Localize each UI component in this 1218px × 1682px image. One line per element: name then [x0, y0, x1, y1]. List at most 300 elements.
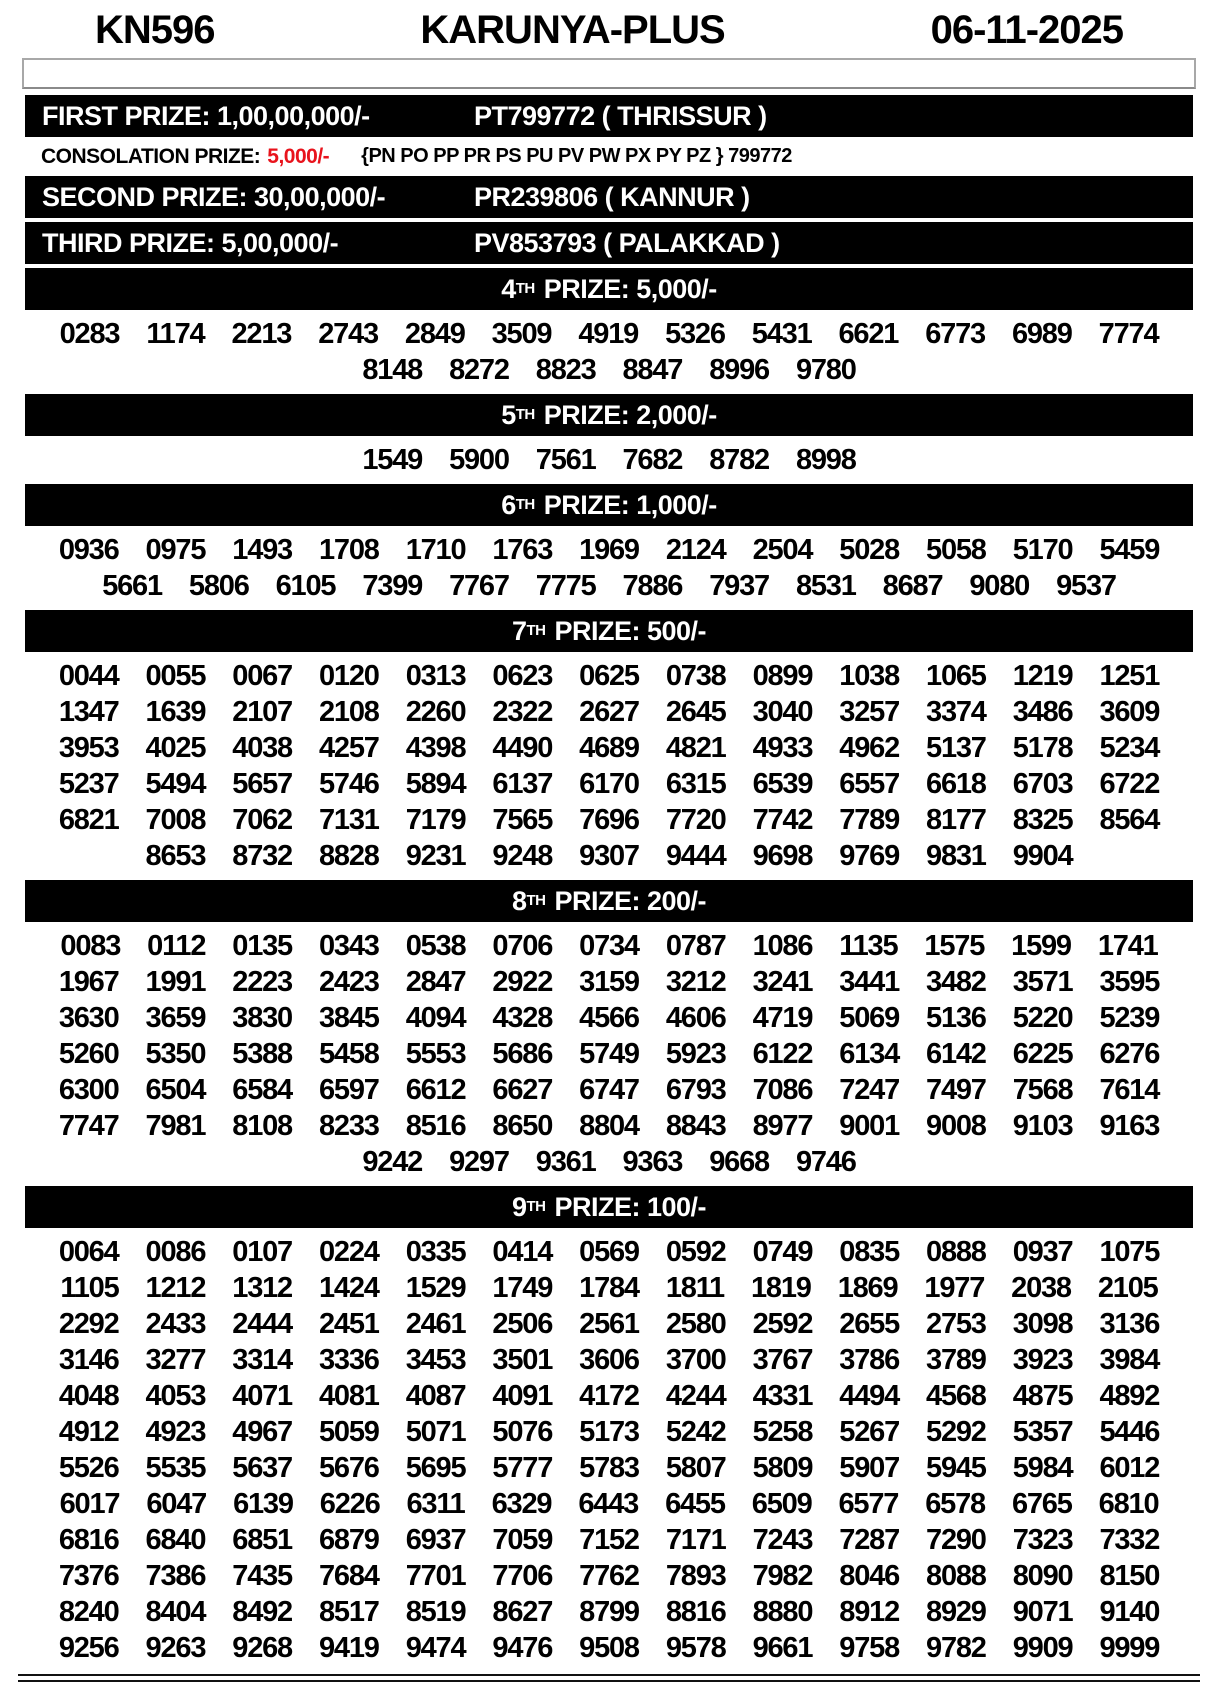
winning-number: 1549 — [362, 444, 423, 476]
winning-number: 9909 — [1012, 1632, 1073, 1664]
winning-number: 6443 — [578, 1488, 639, 1520]
winning-number: 5267 — [839, 1416, 900, 1448]
winning-number: 4094 — [405, 1002, 466, 1034]
winning-number: 0899 — [752, 660, 813, 692]
winning-number: 3314 — [232, 1344, 292, 1376]
winning-number: 5242 — [665, 1416, 726, 1448]
winning-number: 5350 — [145, 1038, 206, 1070]
winning-number: 8272 — [449, 354, 509, 386]
winning-number: 8046 — [839, 1560, 900, 1592]
consolation-row — [25, 141, 1193, 172]
winning-number: 4071 — [232, 1380, 292, 1412]
winning-number: 0083 — [60, 930, 121, 962]
winning-number: 5806 — [188, 570, 249, 602]
winning-number: 9508 — [579, 1632, 639, 1664]
winning-number: 1869 — [837, 1272, 898, 1304]
winning-number: 4875 — [1012, 1380, 1073, 1412]
winning-number: 0975 — [145, 534, 206, 566]
winning-number: 4172 — [579, 1380, 639, 1412]
winning-number-row — [20, 1234, 1198, 1270]
winning-number: 6612 — [405, 1074, 466, 1106]
winning-number: 4257 — [318, 732, 379, 764]
winning-number: 6810 — [1098, 1488, 1159, 1520]
winning-number: 2504 — [752, 534, 813, 566]
winning-number: 6455 — [665, 1488, 725, 1520]
winning-number-row — [20, 1342, 1198, 1378]
winning-number: 3700 — [665, 1344, 726, 1376]
winning-number: 0937 — [1012, 1236, 1073, 1268]
winning-number: 3486 — [1012, 696, 1073, 728]
winning-number: 2506 — [492, 1308, 553, 1340]
winning-number: 1493 — [232, 534, 292, 566]
winning-number: 6017 — [59, 1488, 120, 1520]
winning-number: 0414 — [492, 1236, 553, 1268]
winning-number: 3571 — [1012, 966, 1073, 998]
winning-number: 5173 — [579, 1416, 639, 1448]
winning-number: 5059 — [318, 1416, 379, 1448]
winning-number: 0224 — [318, 1236, 379, 1268]
winning-number: 8687 — [882, 570, 943, 602]
winning-number: 9668 — [709, 1146, 769, 1178]
prize-amount-label: PRIZE: 1,000/- — [543, 489, 717, 520]
winning-number: 2124 — [665, 534, 726, 566]
winning-number: 9361 — [535, 1146, 596, 1178]
winning-number: 3789 — [926, 1344, 986, 1376]
winning-number: 4919 — [578, 318, 639, 350]
winning-number: 7614 — [1099, 1074, 1160, 1106]
winning-number: 9242 — [362, 1146, 423, 1178]
prize-section-banner: 6 TH PRIZE: 1,000/- — [25, 484, 1193, 526]
winning-number-row — [20, 730, 1198, 766]
winning-number: 8516 — [405, 1110, 466, 1142]
winning-number: 7706 — [492, 1560, 553, 1592]
winning-number: 7767 — [449, 570, 509, 602]
winning-number-row — [20, 1000, 1198, 1036]
winning-number-row — [20, 1630, 1198, 1666]
winning-number: 8816 — [665, 1596, 726, 1628]
winning-number: 5260 — [58, 1038, 119, 1070]
prize-amount-label: PRIZE: 500/- — [554, 615, 707, 646]
winning-number: 0067 — [232, 660, 292, 692]
winning-number: 2627 — [579, 696, 639, 728]
winning-number: 1135 — [839, 930, 898, 962]
winning-number-row — [20, 316, 1198, 352]
winning-number: 5809 — [752, 1452, 813, 1484]
winning-number: 8653 — [145, 840, 206, 872]
winning-number: 6122 — [752, 1038, 813, 1070]
winning-number: 6989 — [1011, 318, 1072, 350]
second-prize-winner: PR239806 ( KANNUR ) — [474, 181, 750, 212]
winning-number: 7568 — [1012, 1074, 1073, 1106]
winning-number: 5686 — [492, 1038, 553, 1070]
winning-number: 4038 — [232, 732, 292, 764]
winning-number: 5900 — [449, 444, 509, 476]
winning-number: 7747 — [58, 1110, 119, 1142]
winning-number: 6621 — [838, 318, 899, 350]
winning-number: 5136 — [926, 1002, 986, 1034]
winning-number: 8823 — [535, 354, 596, 386]
prize-ordinal: 5 — [501, 399, 516, 430]
winning-number: 4689 — [579, 732, 639, 764]
prize-section — [0, 1186, 1218, 1668]
winning-number: 7243 — [752, 1524, 813, 1556]
winning-number: 7565 — [492, 804, 553, 836]
winning-number: 2561 — [579, 1308, 639, 1340]
winning-number: 0313 — [405, 660, 466, 692]
winning-number: 6722 — [1099, 768, 1160, 800]
prize-section-banner: 8 TH PRIZE: 200/- — [25, 880, 1193, 922]
consolation-series: {PN PO PP PR PS PU PV PW PX PY PZ } 799772 — [361, 145, 792, 167]
second-prize-banner — [25, 176, 1193, 218]
winning-number: 5807 — [665, 1452, 726, 1484]
winning-number: 5783 — [579, 1452, 639, 1484]
winning-numbers — [0, 530, 1218, 606]
winning-number: 8843 — [665, 1110, 726, 1142]
winning-number: 7886 — [622, 570, 683, 602]
winning-number: 4494 — [839, 1380, 900, 1412]
winning-number: 7762 — [579, 1560, 639, 1592]
winning-number: 5258 — [752, 1416, 813, 1448]
winning-number: 6773 — [925, 318, 985, 350]
winning-number: 6765 — [1011, 1488, 1072, 1520]
winning-number: 5028 — [839, 534, 900, 566]
winning-number: 4328 — [492, 1002, 553, 1034]
prize-section — [0, 880, 1218, 1182]
winning-number-row — [20, 1522, 1198, 1558]
winning-number: 2922 — [492, 966, 553, 998]
winning-number: 7684 — [318, 1560, 379, 1592]
winning-number: 4081 — [318, 1380, 379, 1412]
prize-ordinal: 8 — [511, 885, 527, 916]
winning-number: 7171 — [665, 1524, 726, 1556]
winning-number: 8325 — [1012, 804, 1073, 836]
winning-number: 7008 — [145, 804, 206, 836]
winning-number: 5676 — [318, 1452, 379, 1484]
winning-number: 0592 — [665, 1236, 726, 1268]
winning-number: 5695 — [405, 1452, 466, 1484]
winning-numbers — [0, 656, 1218, 876]
bottom-divider — [18, 1674, 1200, 1682]
winning-number: 5058 — [926, 534, 986, 566]
winning-number: 3212 — [665, 966, 726, 998]
winning-number: 1424 — [318, 1272, 379, 1304]
winning-number: 0343 — [318, 930, 379, 962]
winning-number: 9363 — [622, 1146, 683, 1178]
winning-number: 9780 — [795, 354, 856, 386]
winning-number: 5907 — [839, 1452, 900, 1484]
winning-number: 8240 — [58, 1596, 119, 1628]
winning-number: 5945 — [926, 1452, 986, 1484]
winning-number: 1991 — [145, 966, 206, 998]
winning-number: 9698 — [752, 840, 813, 872]
winning-number: 7720 — [665, 804, 726, 836]
winning-number: 9307 — [579, 840, 639, 872]
winning-number-row — [20, 1414, 1198, 1450]
winning-number: 1105 — [60, 1272, 119, 1304]
winning-number: 1639 — [145, 696, 206, 728]
winning-number: 7774 — [1098, 318, 1159, 350]
winning-number-row — [20, 802, 1198, 838]
winning-number: 2849 — [404, 318, 465, 350]
winning-number: 5071 — [405, 1416, 466, 1448]
winning-number: 0749 — [752, 1236, 813, 1268]
winning-number: 9103 — [1012, 1110, 1073, 1142]
winning-number: 4821 — [665, 732, 726, 764]
winning-number: 5170 — [1012, 534, 1073, 566]
winning-number: 1819 — [750, 1272, 811, 1304]
prize-section — [0, 268, 1218, 390]
winning-number-row — [20, 442, 1198, 478]
winning-number: 2292 — [58, 1308, 119, 1340]
winning-number: 5292 — [926, 1416, 986, 1448]
winning-number: 5239 — [1099, 1002, 1160, 1034]
winning-number: 4566 — [579, 1002, 639, 1034]
winning-number: 2444 — [232, 1308, 292, 1340]
winning-number: 3659 — [145, 1002, 206, 1034]
winning-number: 6311 — [406, 1488, 465, 1520]
winning-number: 9474 — [405, 1632, 466, 1664]
winning-number: 7179 — [405, 804, 466, 836]
winning-number: 6816 — [58, 1524, 119, 1556]
winning-number: 6276 — [1099, 1038, 1160, 1070]
winning-number-row — [20, 568, 1198, 604]
winning-number: 3136 — [1099, 1308, 1160, 1340]
winning-number: 7152 — [579, 1524, 639, 1556]
winning-number: 3609 — [1099, 696, 1160, 728]
winning-number: 3257 — [839, 696, 900, 728]
winning-number: 3830 — [232, 1002, 292, 1034]
winning-number: 6851 — [232, 1524, 292, 1556]
winning-number: 0936 — [58, 534, 119, 566]
winning-number: 2260 — [405, 696, 466, 728]
winning-number: 6225 — [1012, 1038, 1073, 1070]
winning-number: 6747 — [579, 1074, 639, 1106]
winning-number: 0107 — [232, 1236, 292, 1268]
winning-number: 8492 — [232, 1596, 292, 1628]
second-prize-label: SECOND PRIZE: 30,00,000/- — [42, 181, 386, 212]
winning-number: 3159 — [579, 966, 639, 998]
winning-number: 5076 — [492, 1416, 553, 1448]
winning-number: 5777 — [492, 1452, 553, 1484]
winning-number: 8519 — [405, 1596, 466, 1628]
first-prize-winner: PT799772 ( THRISSUR ) — [474, 100, 767, 131]
winning-number: 7742 — [752, 804, 813, 836]
winning-number-row — [20, 352, 1198, 388]
winning-number: 6137 — [492, 768, 553, 800]
winning-number: 6557 — [839, 768, 900, 800]
winning-number: 7775 — [535, 570, 596, 602]
winning-number: 8996 — [709, 354, 769, 386]
winning-number: 3374 — [926, 696, 986, 728]
winning-number: 1710 — [405, 534, 466, 566]
winning-number: 1312 — [232, 1272, 292, 1304]
winning-number: 8998 — [795, 444, 856, 476]
winning-number: 6226 — [319, 1488, 380, 1520]
winning-number: 1977 — [924, 1272, 985, 1304]
winning-number: 8828 — [318, 840, 379, 872]
prize-sections — [0, 268, 1218, 1668]
winning-number: 1575 — [924, 930, 985, 962]
winning-number: 0044 — [58, 660, 119, 692]
winning-number: 7287 — [839, 1524, 900, 1556]
winning-number: 4048 — [58, 1380, 119, 1412]
winning-number: 2107 — [232, 696, 292, 728]
winning-number: 6300 — [58, 1074, 119, 1106]
winning-number: 7062 — [232, 804, 292, 836]
winning-number: 0538 — [405, 930, 466, 962]
winning-number: 6139 — [233, 1488, 293, 1520]
winning-number: 5069 — [839, 1002, 900, 1034]
winning-number: 6329 — [491, 1488, 552, 1520]
winning-number: 7323 — [1012, 1524, 1073, 1556]
winning-number: 4087 — [405, 1380, 466, 1412]
winning-number: 0569 — [579, 1236, 639, 1268]
winning-number: 6504 — [145, 1074, 206, 1106]
winning-number: 0625 — [579, 660, 639, 692]
winning-number: 7982 — [752, 1560, 813, 1592]
winning-number: 3606 — [579, 1344, 639, 1376]
winning-number: 2847 — [405, 966, 466, 998]
winning-number: 6597 — [318, 1074, 379, 1106]
winning-number: 0888 — [926, 1236, 986, 1268]
winning-number: 5984 — [1012, 1452, 1073, 1484]
winning-number: 7059 — [492, 1524, 553, 1556]
prize-amount-label: PRIZE: 100/- — [554, 1191, 707, 1222]
winning-number: 6134 — [839, 1038, 900, 1070]
winning-number: 3767 — [752, 1344, 813, 1376]
winning-number: 3923 — [1012, 1344, 1073, 1376]
winning-number: 9297 — [449, 1146, 509, 1178]
winning-number: 6627 — [492, 1074, 553, 1106]
winning-number: 7682 — [622, 444, 683, 476]
winning-number: 8782 — [709, 444, 769, 476]
winning-number: 9268 — [232, 1632, 292, 1664]
winning-number: 2038 — [1011, 1272, 1071, 1304]
winning-number: 3098 — [1012, 1308, 1073, 1340]
prize-section-banner: 9 TH PRIZE: 100/- — [25, 1186, 1193, 1228]
winning-number: 9661 — [752, 1632, 813, 1664]
winning-number: 8404 — [145, 1596, 206, 1628]
prize-ordinal: 7 — [511, 615, 527, 646]
winning-number: 1784 — [579, 1272, 639, 1304]
winning-number-row — [20, 1036, 1198, 1072]
winning-number: 6840 — [145, 1524, 206, 1556]
winning-number: 0623 — [492, 660, 553, 692]
winning-number: 3453 — [405, 1344, 466, 1376]
winning-number: 9782 — [926, 1632, 986, 1664]
winning-number: 0112 — [147, 930, 206, 962]
winning-number: 2423 — [318, 966, 379, 998]
winning-number: 9071 — [1012, 1596, 1073, 1628]
winning-number: 5234 — [1099, 732, 1160, 764]
winning-number: 5388 — [232, 1038, 292, 1070]
winning-number: 5894 — [405, 768, 466, 800]
winning-numbers — [0, 314, 1218, 390]
winning-number: 3845 — [318, 1002, 379, 1034]
winning-number: 6012 — [1099, 1452, 1160, 1484]
winning-number: 4053 — [145, 1380, 206, 1412]
winning-number: 7893 — [665, 1560, 726, 1592]
winning-number: 1749 — [492, 1272, 553, 1304]
winning-number-row — [20, 964, 1198, 1000]
winning-number: 8108 — [232, 1110, 292, 1142]
winning-number: 3501 — [492, 1344, 553, 1376]
winning-number: 0787 — [665, 930, 726, 962]
blank-strip — [22, 58, 1196, 89]
winning-number-row — [20, 1378, 1198, 1414]
winning-number: 8732 — [232, 840, 292, 872]
winning-number: 0064 — [58, 1236, 119, 1268]
winning-number: 4091 — [492, 1380, 553, 1412]
winning-number: 8912 — [839, 1596, 900, 1628]
third-prize-label: THIRD PRIZE: 5,00,000/- — [42, 227, 339, 258]
winning-number: 5923 — [665, 1038, 726, 1070]
winning-number: 3984 — [1099, 1344, 1160, 1376]
winning-number: 2743 — [318, 318, 378, 350]
winning-number: 6793 — [665, 1074, 726, 1106]
winning-number: 9444 — [665, 840, 726, 872]
winning-number: 7131 — [318, 804, 379, 836]
winning-number: 3482 — [926, 966, 986, 998]
winning-number: 8177 — [926, 804, 986, 836]
prize-amount-label: PRIZE: 5,000/- — [543, 273, 717, 304]
winning-number: 4962 — [839, 732, 900, 764]
winning-number: 8150 — [1099, 1560, 1160, 1592]
winning-number-row — [20, 1072, 1198, 1108]
winning-number: 4606 — [665, 1002, 726, 1034]
winning-number: 5494 — [145, 768, 206, 800]
winning-number: 1347 — [58, 696, 119, 728]
winning-number: 7701 — [405, 1560, 466, 1592]
winning-number: 5357 — [1012, 1416, 1073, 1448]
winning-number-row — [20, 1144, 1198, 1180]
consolation-amount: 5,000/- — [267, 144, 330, 168]
winning-number: 8799 — [579, 1596, 639, 1628]
winning-number: 3630 — [58, 1002, 119, 1034]
winning-number: 2580 — [665, 1308, 726, 1340]
winning-number: 1741 — [1097, 930, 1158, 962]
winning-number: 7386 — [145, 1560, 206, 1592]
winning-number: 7086 — [752, 1074, 813, 1106]
winning-number: 9263 — [145, 1632, 206, 1664]
page-header — [0, 0, 1218, 56]
winning-number: 5178 — [1012, 732, 1073, 764]
draw-date: 06-11-2025 — [930, 8, 1123, 52]
winning-number: 5137 — [926, 732, 986, 764]
winning-number: 2213 — [231, 318, 292, 350]
winning-number: 6315 — [665, 768, 726, 800]
winning-number: 5237 — [58, 768, 119, 800]
winning-number-row — [20, 766, 1198, 802]
winning-number-row — [20, 1306, 1198, 1342]
winning-number: 1529 — [405, 1272, 466, 1304]
winning-number: 2753 — [926, 1308, 986, 1340]
winning-number: 1086 — [752, 930, 813, 962]
winning-number-row — [20, 1108, 1198, 1144]
first-prize-banner — [25, 95, 1193, 137]
winning-number: 2592 — [752, 1308, 813, 1340]
winning-number: 9537 — [1056, 570, 1116, 602]
winning-number: 4244 — [665, 1380, 726, 1412]
winning-number: 1763 — [492, 534, 553, 566]
winning-number: 2645 — [665, 696, 726, 728]
winning-number: 1219 — [1012, 660, 1073, 692]
winning-number: 9904 — [1012, 840, 1073, 872]
winning-number: 7376 — [58, 1560, 119, 1592]
winning-number: 3241 — [752, 966, 813, 998]
winning-number: 5657 — [232, 768, 292, 800]
winning-number: 6578 — [925, 1488, 985, 1520]
